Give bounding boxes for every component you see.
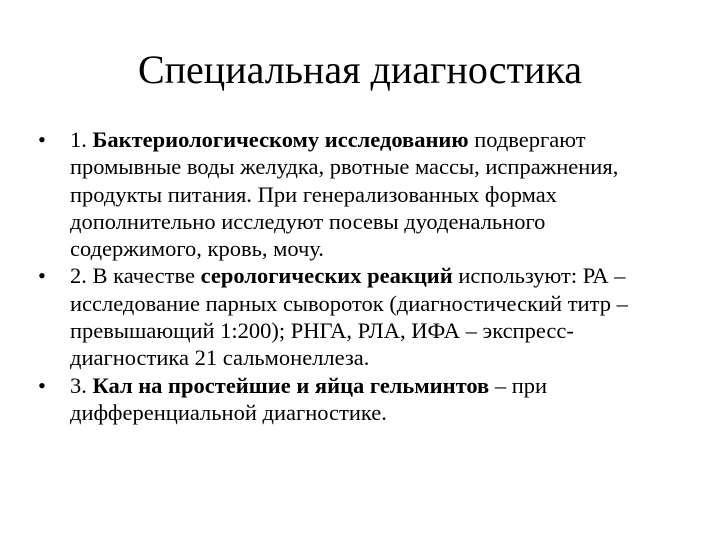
bullet-prefix: 2. В качестве	[70, 263, 201, 289]
bullet-prefix: 3.	[70, 372, 93, 398]
bullet-text: подвергают промывные воды желудка, рвотные массы, испражнения, продукты питания. При генерализованных формах дополнительно исследуют посевы дуоденального содержимого, кровь, мочу.	[70, 127, 619, 262]
bullet-dot-icon: •	[38, 127, 46, 152]
bullet-text: – при дифференциальной диагностике.	[70, 372, 548, 425]
bullet-item-parasitology	[38, 372, 678, 427]
bullet-item-serological	[38, 262, 678, 371]
bullet-dot-icon: •	[38, 372, 46, 398]
slide-title: Специальная диагностика	[137, 47, 583, 92]
bullet-prefix: 1.	[70, 127, 93, 152]
bullet-bold-term: Бактериологическому исследованию	[92, 127, 469, 152]
bullet-bold-term: Кал на простейшие и яйца гельминтов	[92, 372, 490, 398]
bullet-list	[38, 126, 678, 426]
bullet-dot-icon: •	[38, 263, 46, 289]
bullet-bold-term: серологических реакций	[200, 263, 453, 289]
bullet-item-bacteriological	[38, 126, 678, 262]
bullet-text: используют: РА – исследование парных сывороток (диагностический титр – превышающий 1:200); РНГА, РЛА, ИФА – экспресс-диагностика 21 сальмонеллеза.	[70, 263, 628, 371]
